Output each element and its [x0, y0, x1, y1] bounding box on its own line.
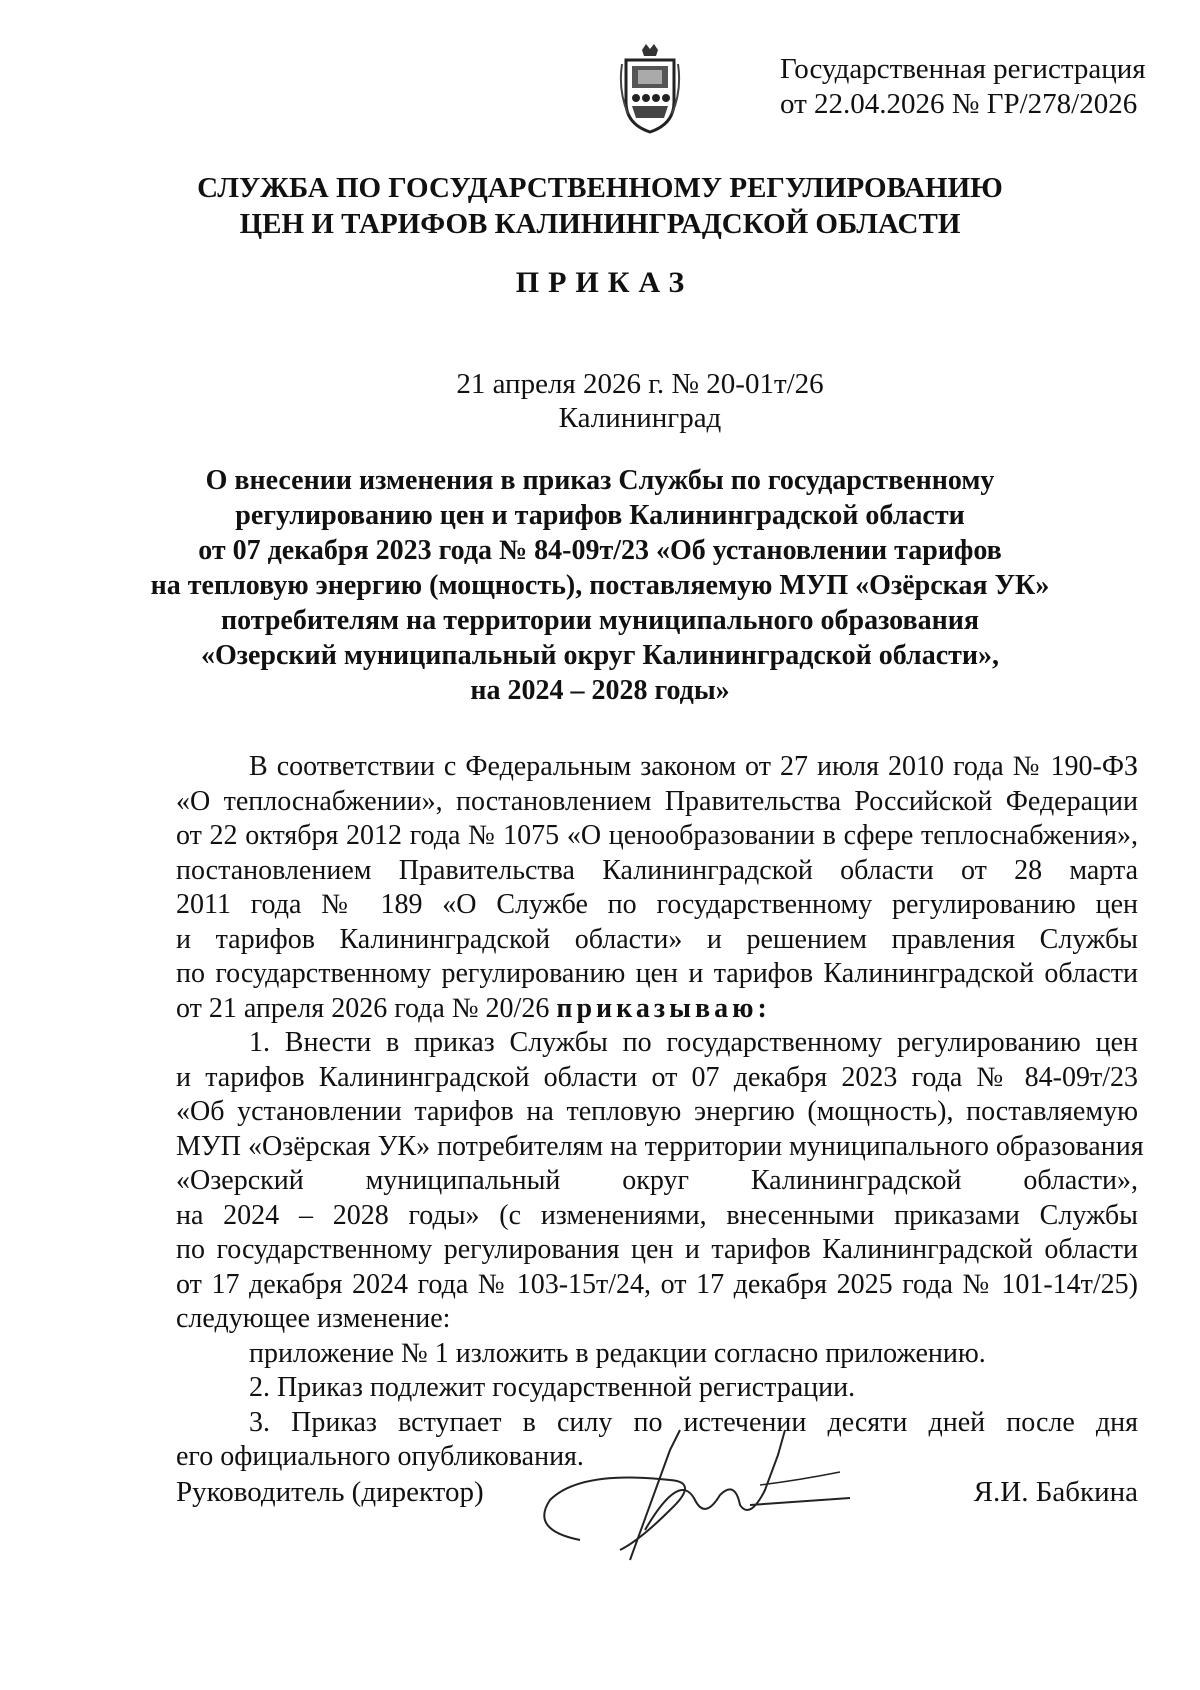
order-meta	[420, 367, 860, 435]
command-word: приказываю:	[556, 992, 771, 1024]
agency-name	[0, 170, 1200, 242]
signatory-name: Я.И. Бабкина	[973, 1476, 1138, 1508]
subject-line: на тепловую энергию (мощность), поставляемую МУП «Озёрская УК»	[150, 570, 1050, 601]
subject-line: на 2024 – 2028 годы»	[470, 675, 730, 706]
preamble-paragraph	[176, 750, 1138, 1026]
subject-line: О внесении изменения в приказ Службы по государственному	[205, 465, 995, 496]
registration-number: от 22.04.2026 № ГР/278/2026	[780, 88, 1138, 120]
state-registration-stamp	[780, 52, 1146, 122]
body-line: по государственному регулированию цен и тарифов Калининградской области	[176, 958, 1138, 989]
body-line: 2011 года № 189 «О Службе по государственному регулированию цен	[176, 889, 1138, 920]
body-line: 1. Внести в приказ Службы по государственному регулированию цен	[249, 1027, 1138, 1058]
body-line: от 22 октября 2012 года № 1075 «О ценообразовании в сфере теплоснабжения»,	[176, 820, 1138, 851]
subject-line: от 07 декабря 2023 года № 84-09т/23 «Об установлении тарифов	[198, 535, 1002, 566]
amendment-line: приложение № 1 изложить в редакции согласно приложению.	[249, 1337, 986, 1369]
body-line: следующее изменение:	[176, 1303, 451, 1334]
body-line: «Об установлении тарифов на тепловую энергию (мощность), поставляемую	[176, 1096, 1138, 1127]
body-line: В соответствии с Федеральным законом от 27 июля 2010 года № 190-ФЗ	[249, 751, 1138, 782]
body-line: МУП «Озёрская УК» потребителям на территории муниципального образования	[176, 1130, 1144, 1162]
body-line: и тарифов Калининградской области от 07 декабря 2023 года № 84-09т/23	[176, 1061, 1138, 1093]
order-date-number: 21 апреля 2026 г. № 20-01т/26	[456, 368, 824, 400]
signatory-role: Руководитель (директор)	[176, 1476, 484, 1508]
body-line: его официального опубликования.	[176, 1441, 584, 1472]
body-line: и тарифов Калининградской области» и решением правления Службы	[176, 923, 1138, 955]
body-line: постановлением Правительства Калининградской области от 28 марта	[176, 854, 1138, 886]
body-line: по государственному регулирования цен и тарифов Калининградской области	[176, 1234, 1138, 1265]
subject-line: регулированию цен и тарифов Калининградской области	[235, 500, 965, 531]
item-1-paragraph	[176, 1026, 1144, 1371]
registration-label: Государственная регистрация	[780, 53, 1146, 85]
body-line: «Озерский муниципальный округ Калининградской области»,	[176, 1165, 1138, 1196]
body-line: «О теплоснабжении», постановлением Правительства Российской Федерации	[176, 785, 1138, 817]
order-subject-heading	[0, 463, 1200, 708]
document-type-title: ПРИКАЗ	[515, 266, 694, 299]
coat-of-arms-emblem	[618, 40, 682, 136]
body-line: 2. Приказ подлежит государственной регистрации.	[249, 1372, 856, 1403]
body-line	[176, 992, 1138, 1027]
preamble-date-ref: от 21 апреля 2026 года № 20/26	[176, 992, 557, 1024]
order-body	[176, 750, 1144, 1475]
agency-name-line: СЛУЖБА ПО ГОСУДАРСТВЕННОМУ РЕГУЛИРОВАНИЮ	[197, 172, 1003, 204]
body-line: 3. Приказ вступает в силу по истечении десяти дней после дня	[249, 1406, 1138, 1438]
signature-block	[176, 1476, 1138, 1516]
agency-name-line: ЦЕН И ТАРИФОВ КАЛИНИНГРАДСКОЙ ОБЛАСТИ	[239, 208, 961, 240]
subject-line: потребителям на территории муниципального образования	[220, 605, 980, 636]
subject-line: «Озерский муниципальный округ Калининградской области»,	[200, 640, 1000, 671]
order-city: Калининград	[558, 402, 722, 434]
body-line: от 17 декабря 2024 года № 103-15т/24, от 17 декабря 2025 года № 101-14т/25)	[176, 1268, 1138, 1300]
item-2-paragraph	[176, 1371, 1138, 1406]
body-line: на 2024 – 2028 годы» (с изменениями, внесенными приказами Службы	[176, 1199, 1138, 1231]
